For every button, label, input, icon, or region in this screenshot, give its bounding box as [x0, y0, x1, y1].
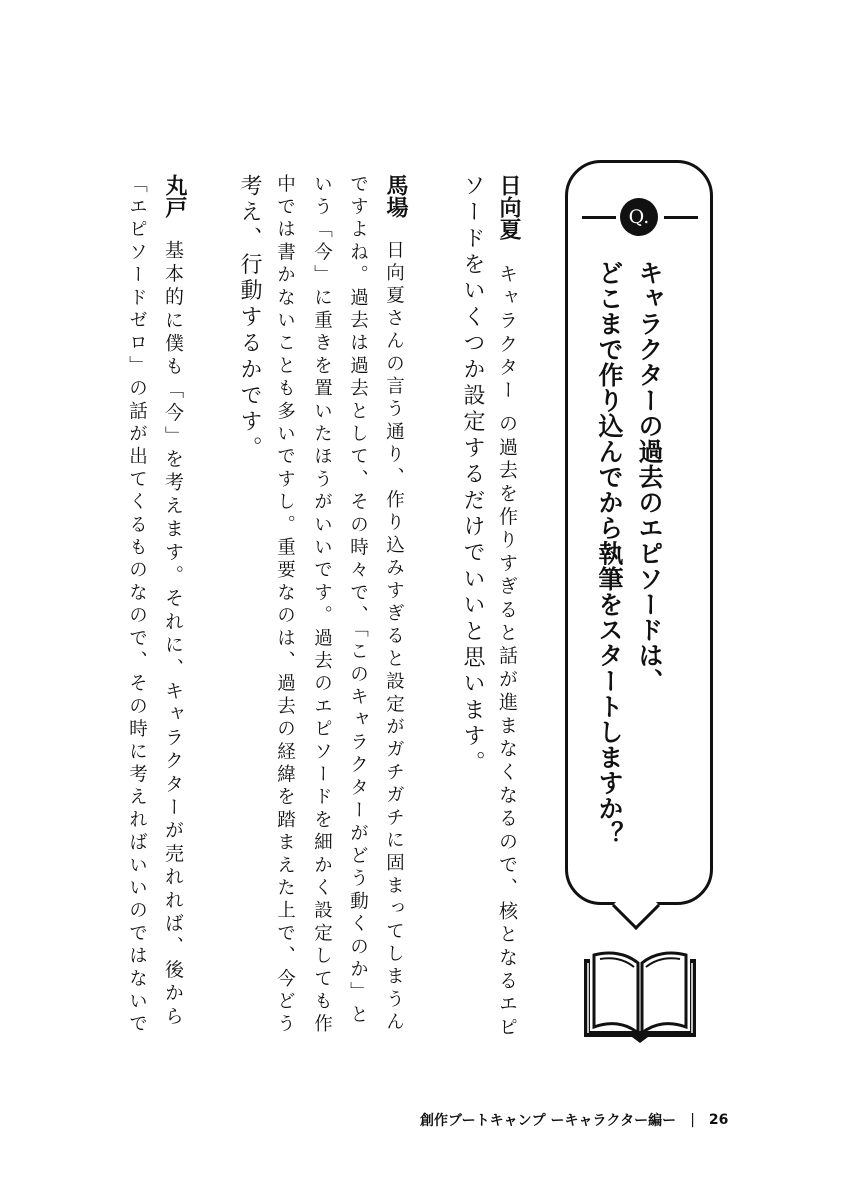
text-line-7: 考え、行動するかです。 [237, 174, 262, 463]
page-number: 26 [708, 1112, 729, 1128]
speaker-hyuganatsu: 日向夏 [496, 174, 521, 240]
book-title: 創作ブートキャンプ ーキャラクター編ー [420, 1113, 677, 1129]
q-badge: Q. [620, 198, 658, 236]
q-rule-left [582, 216, 616, 219]
question-line-2: どこまで作り込んでから執筆をスタートしますか？ [595, 260, 624, 847]
text-line-6: 中では書かないことも多いですし。重要なのは、過去の経緯を踏まえた上で、今どう [274, 174, 296, 1037]
text-line-1: キャラクター の過去を作りすぎると話が進まなくなるので、核となるエピ [496, 264, 518, 1040]
text-line-9: 「エピソードゼロ」の話が出てくるものなので、その時に考えればいいのではないで [126, 174, 148, 1037]
text-line-5: いう「今」に重きを置いたほうがいいです。過去のエピソードを細かく設定しても作 [311, 174, 333, 1037]
question-line-1: キャラクターの過去のエピソードは、 [635, 260, 664, 694]
text-line-2: ソードをいくつか設定するだけでいいと思います。 [460, 174, 485, 777]
text-line-4: ですよね。過去は過去として、その時々で、「このキャラクターがどう動くのか」と [347, 174, 369, 1028]
open-book-icon [580, 945, 700, 1045]
page-footer [420, 1110, 740, 1130]
q-rule-right [664, 216, 698, 219]
text-line-3: 日向夏さんの言う通り、作り込みすぎると設定がガチガチに固まってしまうん [383, 240, 405, 1035]
speaker-maruto: 丸戸 [162, 174, 187, 218]
text-line-8: 基本的に僕も「今」を考えます。それに、キャラクターが売れれば、後から [162, 240, 184, 1029]
speaker-baba: 馬場 [383, 174, 408, 218]
footer-separator: | [690, 1112, 695, 1128]
